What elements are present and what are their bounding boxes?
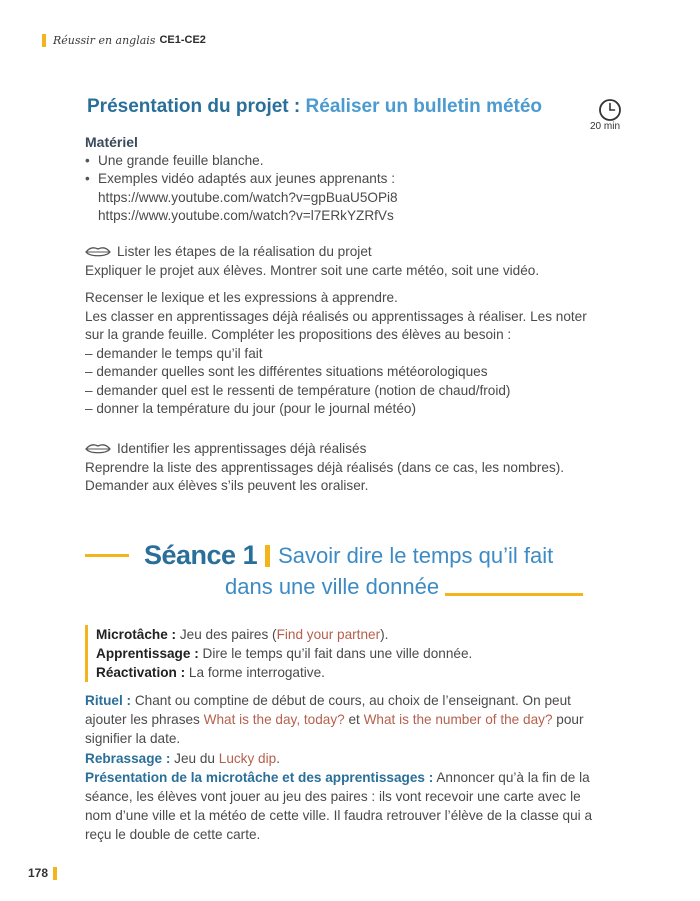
heading-rule-right (445, 593, 583, 596)
english-phrase: What is the number of the day? (363, 712, 553, 728)
rituel-text: pour signifier la date. (85, 712, 584, 747)
seance-title-line-2: dans une ville donnée (225, 574, 440, 599)
english-phrase: What is the day, today? (203, 712, 345, 728)
list-item: • Une grande feuille blanche. (85, 152, 398, 171)
step-lister-intro: Expliquer le projet aux élèves. Montrer soit une carte météo, soit une vidéo. (85, 262, 540, 278)
seance-heading (85, 540, 595, 610)
objective-text: Dire le temps qu’il fait dans une ville donnée. (202, 646, 473, 661)
materiel-heading: Matériel (85, 134, 138, 150)
clock-icon (598, 98, 622, 122)
heading-rule-left (85, 554, 129, 557)
seance-body (85, 691, 600, 845)
text-line: Demander aux élèves s’ils peuvent les oraliser. (85, 478, 369, 493)
project-title-label: Présentation du projet : (87, 96, 301, 117)
rebrassage-text-end: . (276, 750, 280, 766)
seance-line-1 (85, 540, 553, 571)
objective-label: Réactivation : (96, 665, 186, 680)
list-item: • Exemples vidéo adaptés aux jeunes apprenants : (85, 170, 398, 189)
rituel-paragraph (85, 691, 600, 749)
objective-text: Jeu des paires ( (179, 627, 277, 642)
rituel-text: Chant ou comptine de début de cours, au choix de l’enseignant. On peut ajouter les phrases (85, 693, 571, 728)
english-term: Lucky dip (218, 750, 277, 766)
objective-label: Apprentissage : (96, 646, 199, 661)
seance-title-line-1: Savoir dire le temps qu’il fait (278, 542, 554, 568)
video-link[interactable]: https://www.youtube.com/watch?v=l7ERkYZRfVs (98, 208, 394, 223)
seance-number: Séance 1 (144, 540, 258, 570)
speak-icon (85, 246, 111, 258)
video-links (85, 189, 398, 226)
dash-item: – demander quelles sont les différentes situations météorologiques (85, 364, 488, 379)
project-title-sub: Réaliser un bulletin météo (305, 96, 543, 117)
text-line: Les classer en apprentissages déjà réalisés ou apprentissages à réaliser. Les noter (85, 308, 587, 324)
page-number-text: 178 (28, 866, 49, 880)
speak-icon (85, 443, 111, 455)
step-identifier (85, 440, 564, 496)
series-title: Réussir en anglais (53, 33, 156, 47)
objective-text: La forme interrogative. (188, 665, 325, 680)
rituel-label: Rituel : (85, 693, 132, 708)
step-lister-title (85, 243, 587, 262)
materiel-section (85, 133, 398, 226)
text-line: Reprendre la liste des apprentissages déjà réalisés (dans ce cas, les nombres). (85, 459, 565, 475)
dash-item: – demander le temps qu’il fait (85, 345, 263, 361)
objective-reactivation (96, 663, 472, 682)
step-lister-label: Lister les étapes de la réalisation du projet (117, 244, 372, 259)
page-number-marker (53, 867, 57, 880)
presentation-text: Annoncer qu’à la fin de la séance, les élèves vont jouer au jeu des paires : ils vont recevoir une carte avec le nom d’une ville et la météo de cette ville. Il faudra retrouver l’élève de la classe qui a reçu le double de cette carte. (85, 769, 593, 843)
duration-label: 20 min (590, 121, 621, 132)
video-link[interactable]: https://www.youtube.com/watch?v=gpBuaU5OPi8 (98, 189, 398, 205)
page-number (28, 866, 57, 880)
materiel-list (85, 152, 398, 189)
seance-separator (265, 545, 270, 567)
objective-apprentissage (96, 644, 472, 663)
series-level: CE1-CE2 (159, 34, 206, 46)
running-head-marker (42, 34, 46, 47)
step-identifier-label: Identifier les apprentissages déjà réalisés (117, 441, 367, 456)
rebrassage-label: Rebrassage : (85, 750, 171, 766)
objectives-box (85, 625, 472, 682)
dash-item: – demander quel est le ressenti de température (notion de chaud/froid) (85, 382, 511, 398)
objective-text-end: ). (380, 627, 389, 642)
rebrassage-paragraph (85, 749, 600, 768)
rituel-text: et (344, 712, 364, 728)
project-title (87, 96, 542, 118)
rebrassage-text: Jeu du (174, 750, 219, 766)
step-lister-paragraph (85, 289, 587, 419)
step-lister (85, 243, 587, 419)
presentation-label: Présentation de la microtâche et des apprentissages : (85, 769, 434, 785)
dash-item: – donner la température du jour (pour le journal météo) (85, 401, 416, 416)
objective-label: Microtâche : (96, 627, 177, 642)
step-identifier-title (85, 440, 564, 459)
running-head (42, 33, 206, 47)
english-term: Find your partner (276, 627, 381, 642)
objective-microtache (96, 625, 472, 644)
presentation-paragraph (85, 768, 600, 845)
text-line: sur la grande feuille. Compléter les propositions des élèves au besoin : (85, 327, 512, 342)
seance-line-2 (225, 574, 583, 600)
text-line: Recenser le lexique et les expressions à apprendre. (85, 290, 398, 305)
